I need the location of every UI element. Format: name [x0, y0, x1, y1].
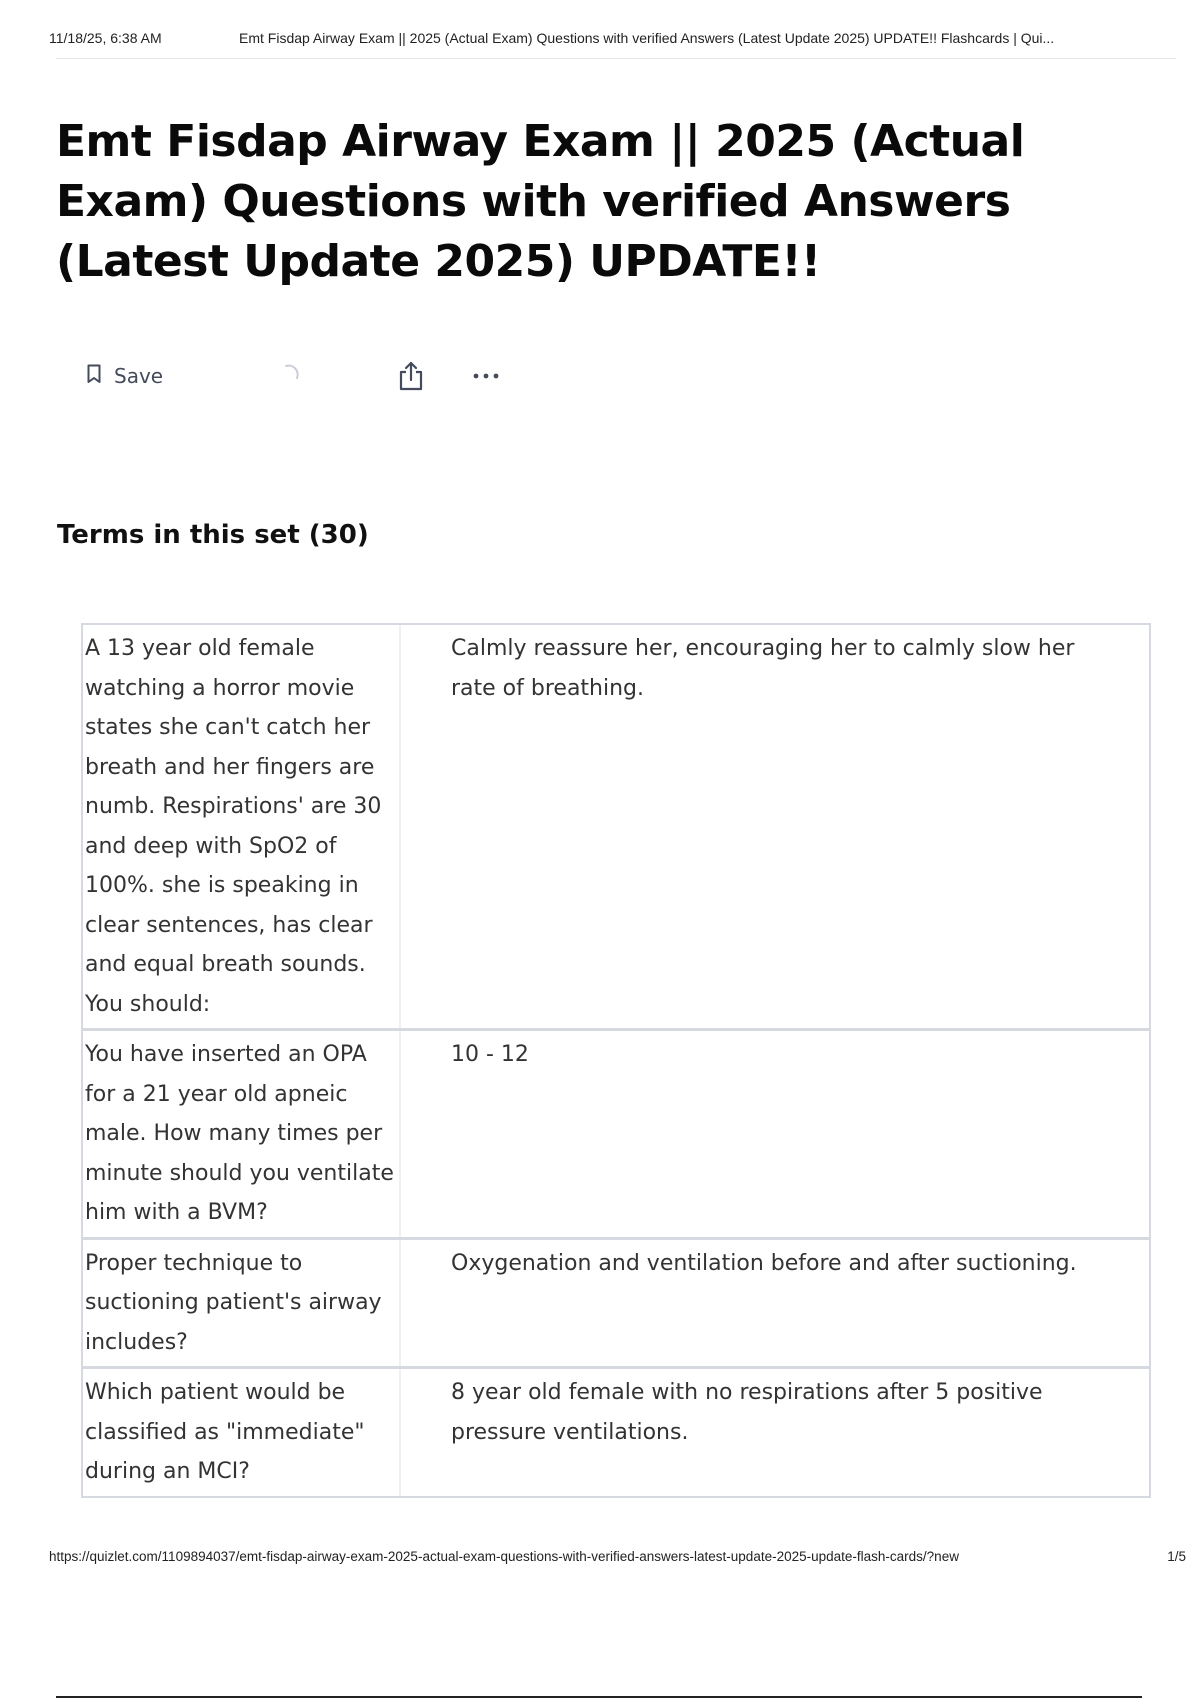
bottom-divider	[56, 1696, 1142, 1698]
term-text: A 13 year old female watching a horror movie states she can't catch her breath and her fingers are numb. Respirations' are 30 and deep with SpO2 of 100%. she is speaking in clear sentences, has clear and equal breath sounds. You should:	[83, 625, 401, 1028]
spinner-icon	[278, 362, 302, 386]
term-row	[83, 1369, 1149, 1496]
term-text: You have inserted an OPA for a 21 year old apneic male. How many times per minute should you ventilate him with a BVM?	[83, 1031, 401, 1237]
terms-table	[81, 623, 1151, 1498]
set-toolbar	[86, 360, 526, 392]
more-options-button[interactable]	[470, 360, 504, 392]
page-title: Emt Fisdap Airway Exam || 2025 (Actual Exam) Questions with verified Answers (Latest Update 2025) UPDATE!!	[56, 116, 1025, 287]
definition-text: 8 year old female with no respirations after 5 positive pressure ventilations.	[451, 1380, 1043, 1445]
terms-heading: Terms in this set (30)	[57, 520, 369, 550]
share-button[interactable]	[396, 360, 426, 392]
save-button[interactable]	[86, 360, 163, 392]
term-text: Which patient would be classified as "immediate" during an MCI?	[83, 1369, 401, 1496]
definition-text: Oxygenation and ventilation before and after suctioning.	[451, 1250, 1077, 1276]
print-datetime: 11/18/25, 6:38 AM	[49, 30, 162, 46]
bookmark-icon	[86, 364, 102, 389]
more-horizontal-icon	[470, 377, 504, 396]
definition-text: Calmly reassure her, encouraging her to calmly slow her rate of breathing.	[451, 636, 1075, 701]
save-label: Save	[114, 364, 164, 388]
page-url: https://quizlet.com/1109894037/emt-fisdap-airway-exam-2025-actual-exam-questions-with-verified-answers-latest-update-2025-update-flash-cards/?new	[49, 1549, 959, 1564]
term-text: Proper technique to suctioning patient's airway includes?	[83, 1240, 401, 1367]
term-row	[83, 1031, 1149, 1240]
term-row	[83, 1240, 1149, 1370]
definition-text: 10 - 12	[451, 1042, 529, 1067]
print-header	[49, 30, 1180, 50]
print-document-title: Emt Fisdap Airway Exam || 2025 (Actual Exam) Questions with verified Answers (Latest Update 2025) UPDATE!! Flashcards | Qui...	[239, 30, 1055, 46]
header-divider	[56, 58, 1176, 59]
term-row	[83, 625, 1149, 1031]
share-icon	[396, 377, 426, 396]
page-number: 1/5	[1167, 1549, 1186, 1564]
